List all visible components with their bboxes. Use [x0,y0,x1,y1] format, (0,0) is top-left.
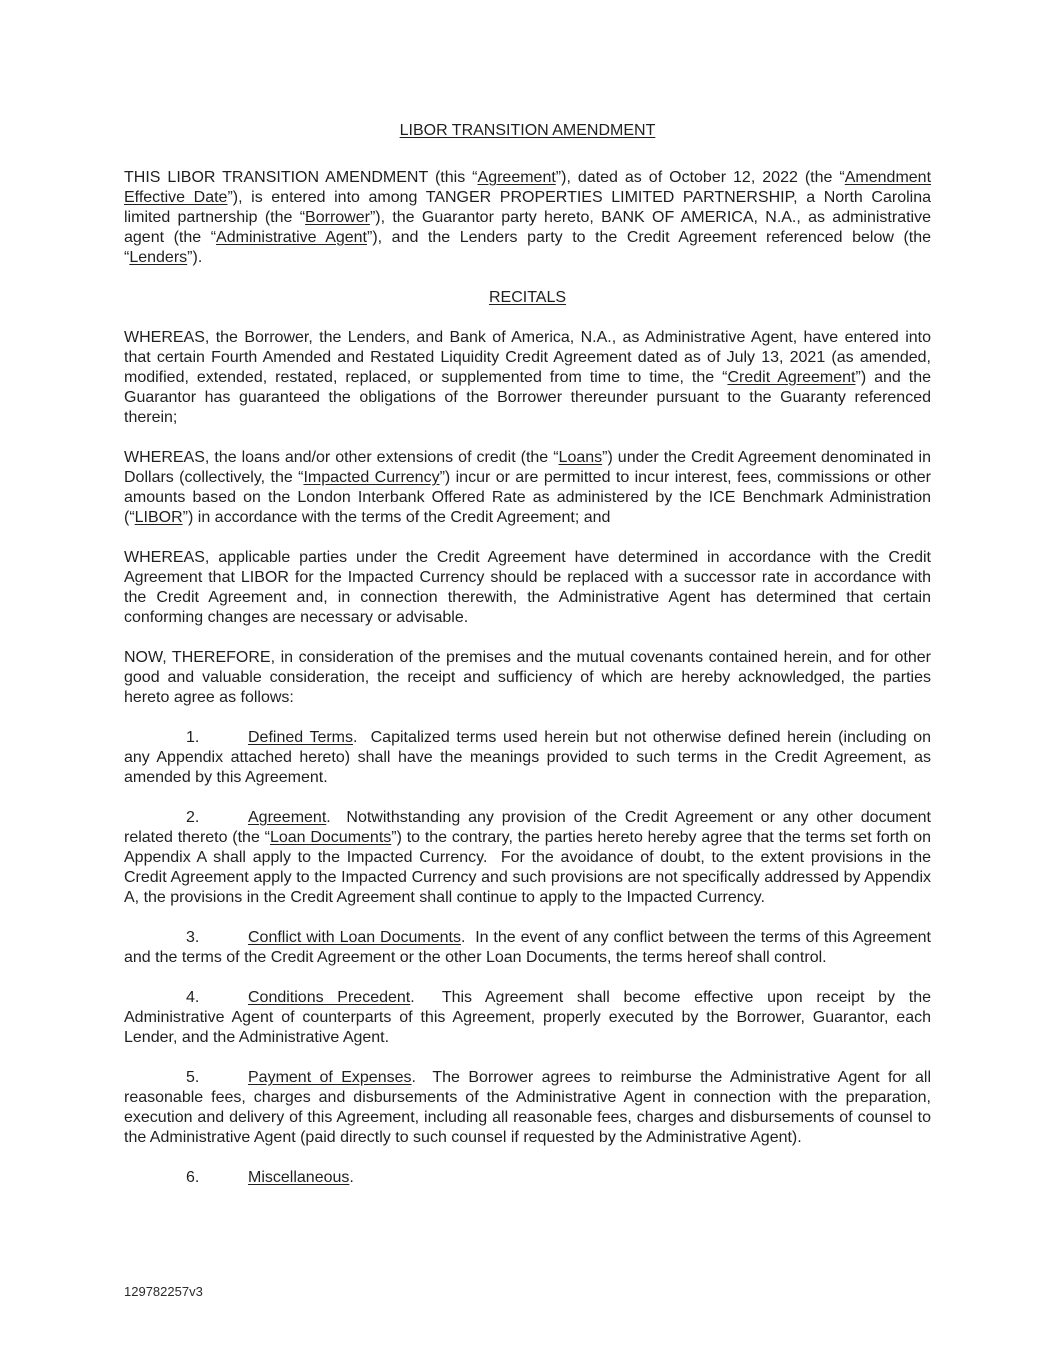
section-agreement [124,808,931,908]
section-conflict-with-loan-documents [124,928,931,968]
section-conditions-precedent [124,988,931,1048]
section-text: Defined Terms. Capitalized terms used herein but not otherwise defined herein (including on any Appendix attached hereto) shall have the meanings provided to such terms in the Credit Agreement, as amended by this Agreement. [124,729,932,786]
document-control-number: 129782257v3 [124,1284,203,1299]
section-text: Miscellaneous. [248,1169,354,1186]
section-number: 5. [186,1069,200,1086]
section-number: 2. [186,809,200,826]
section-number: 3. [186,929,200,946]
recitals-heading-row [124,288,931,308]
intro-paragraph: THIS LIBOR TRANSITION AMENDMENT (this “Agreement”), dated as of October 12, 2022 (the “Amendment Effective Date”), is entered into among TANGER PROPERTIES LIMITED PARTNERSHIP, a North Carolina limited partnership (the “Borrower”), the Guarantor party hereto, BANK OF AMERICA, N.A., as administrative agent (the “Administrative Agent”), and the Lenders party to the Credit Agreement referenced below (the “Lenders”). [124,169,932,266]
section-number: 1. [186,729,200,746]
section-text: Agreement. Notwithstanding any provision of the Credit Agreement or any other document related thereto (the “Loan Documents”) to the contrary, the parties hereto hereby agree that the terms set forth on Appendix A shall apply to the Impacted Currency. For the avoidance of doubt, to the extent provisions in the Credit Agreement apply to the Impacted Currency and such provisions are not specifically addressed by Appendix A, the provisions in the Credit Agreement shall continue to apply to the Impacted Currency. [124,809,932,906]
section-text: Conditions Precedent. This Agreement shall become effective upon receipt by the Administrative Agent of counterparts of this Agreement, properly executed by the Borrower, Guarantor, each Lender, and the Administrative Agent. [124,989,931,1046]
whereas-paragraph-2: WHEREAS, the loans and/or other extensions of credit (the “Loans”) under the Credit Agreement denominated in Dollars (collectively, the “Impacted Currency”) incur or are permitted to incur interest, fees, commissions or other amounts based on the London Interbank Offered Rate as administered by the ICE Benchmark Administration (“LIBOR”) in accordance with the terms of the Credit Agreement; and [124,449,931,526]
section-number: 6. [186,1169,200,1186]
now-therefore-paragraph: NOW, THEREFORE, in consideration of the premises and the mutual covenants contained herein, and for other good and valuable consideration, the receipt and sufficiency of which are hereby acknowledged, the parties hereto agree as follows: [124,649,931,706]
section-number: 4. [186,989,200,1006]
section-miscellaneous [124,1168,931,1188]
document-title: LIBOR TRANSITION AMENDMENT [399,122,656,139]
whereas-paragraph-3: WHEREAS, applicable parties under the Credit Agreement have determined in accordance with the Credit Agreement that LIBOR for the Impacted Currency should be replaced with a successor rate in accordance with the Credit Agreement and, in connection therewith, the Administrative Agent has determined that certain conforming changes are necessary or advisable. [124,549,931,626]
section-text: Conflict with Loan Documents. In the event of any conflict between the terms of this Agreement and the terms of the Credit Agreement or the other Loan Documents, the terms hereof shall control. [124,929,931,966]
section-text: Payment of Expenses. The Borrower agrees to reimburse the Administrative Agent for all reasonable fees, charges and disbursements of the Administrative Agent in connection with the preparation, execution and delivery of this Agreement, including all reasonable fees, charges and disbursements of counsel to the Administrative Agent (paid directly to such counsel if requested by the Administrative Agent). [124,1069,931,1146]
document-content [124,121,931,1188]
section-defined-terms [124,728,931,788]
recitals-heading: RECITALS [488,289,567,306]
whereas-paragraph-1: WHEREAS, the Borrower, the Lenders, and Bank of America, N.A., as Administrative Agent, have entered into that certain Fourth Amended and Restated Liquidity Credit Agreement dated as of July 13, 2021 (as amended, modified, extended, restated, replaced, or supplemented from time to time, the “Credit Agreement”) and the Guarantor has guaranteed the obligations of the Borrower thereunder pursuant to the Guaranty referenced therein; [124,329,932,426]
section-payment-of-expenses [124,1068,931,1148]
